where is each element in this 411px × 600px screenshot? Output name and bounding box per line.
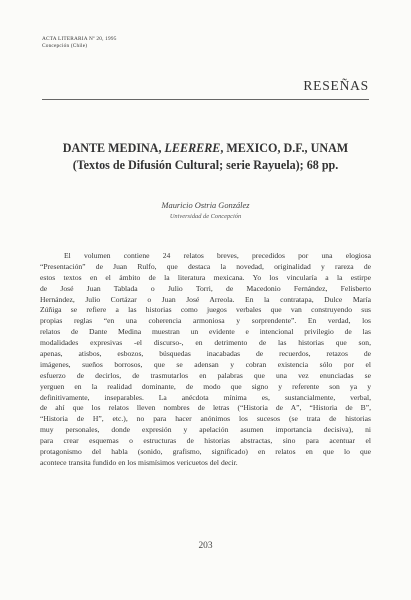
page-number: 203	[198, 541, 213, 551]
review-body	[40, 251, 371, 469]
review-title-publisher: , MEXICO, D.F., UNAM	[220, 141, 349, 155]
body-line: de José Juan Tablada o Julio Torri, de Macedonio Fernández, Felisberto	[40, 283, 371, 293]
body-line: Hernández, Julio Cortázar o Juan José Arreola. En la contratapa, Dulce María	[40, 294, 371, 304]
body-line: modalidades expresivas -el discurso-, en detrimento de las historias que son,	[40, 338, 371, 348]
section-divider	[42, 99, 369, 100]
body-line: protagonismo del habla (sonido, grafismo, significado) en relatos en que lo que	[40, 447, 371, 457]
journal-name: ACTA LITERARIA Nº 20, 1995	[42, 36, 117, 42]
body-line: relatos de Dante Medina muestran un evidente e intencional privilegio de las	[40, 327, 371, 337]
reviewer-affiliation: Universidad de Concepción	[169, 213, 242, 220]
body-line: acontece transita fundido en los mismísimos vericuetos del decir.	[40, 457, 238, 467]
body-line: para crear esquemas o estructuras de historias abstractas, sino para acentuar el	[40, 436, 371, 446]
body-line: muy personales, donde expresión y apelación asumen importancia decisiva), ni	[40, 425, 371, 435]
body-line: El volumen contiene 24 relatos breves, precedidos por una elogiosa	[64, 251, 371, 260]
section-title: RESEÑAS	[303, 78, 369, 93]
body-line: imágenes, sueños borrosos, que se adensan y cobran existencia sólo por el	[40, 359, 371, 369]
review-title-line-2: (Textos de Difusión Cultural; serie Rayuela); 68 pp.	[72, 158, 339, 172]
review-title	[48, 140, 363, 174]
body-line: definitivamente, inseparables. La anécdota mínima es, sustancialmente, verbal,	[40, 392, 371, 402]
review-title-line-1	[48, 140, 363, 157]
review-title-author: DANTE MEDINA,	[62, 141, 165, 155]
body-line: estos textos en el ámbito de la literatura mexicana. Yo los vincularía a la estirpe	[40, 272, 371, 282]
body-line: apenas, atisbos, esbozos, búsquedas inacabadas de recuerdos, retazos de	[40, 349, 371, 359]
reviewer-name: Mauricio Ostria González	[161, 201, 250, 210]
body-line: propias reglas “en una coherencia armoniosa y sorprendente”. En verdad, los	[40, 316, 371, 326]
journal-header	[42, 36, 117, 49]
body-line: de ahí que los relatos lleven nombres de letras (“Historia de A”, “Historia de B”,	[40, 403, 371, 413]
body-line: “Historia de H”, etc.), no para hacer anónimos los sucesos (se trata de historias	[40, 414, 371, 424]
body-line: Zúñiga se refiere a las historias como juegos verbales que van construyendo sus	[40, 305, 371, 315]
journal-place: Concepción (Chile)	[42, 42, 88, 49]
review-title-book: LEERERE	[164, 141, 221, 155]
reviewer-block	[0, 201, 411, 220]
body-line: yerguen en la realidad dominante, de modo que signo y referente son ya y	[40, 381, 371, 391]
body-line: “Presentación” de Juan Rulfo, que destaca la novedad, originalidad y rareza de	[40, 261, 371, 271]
body-line: esfuerzo de decirlos, de trasmutarlos en palabras que una vez enunciadas se	[40, 370, 371, 380]
